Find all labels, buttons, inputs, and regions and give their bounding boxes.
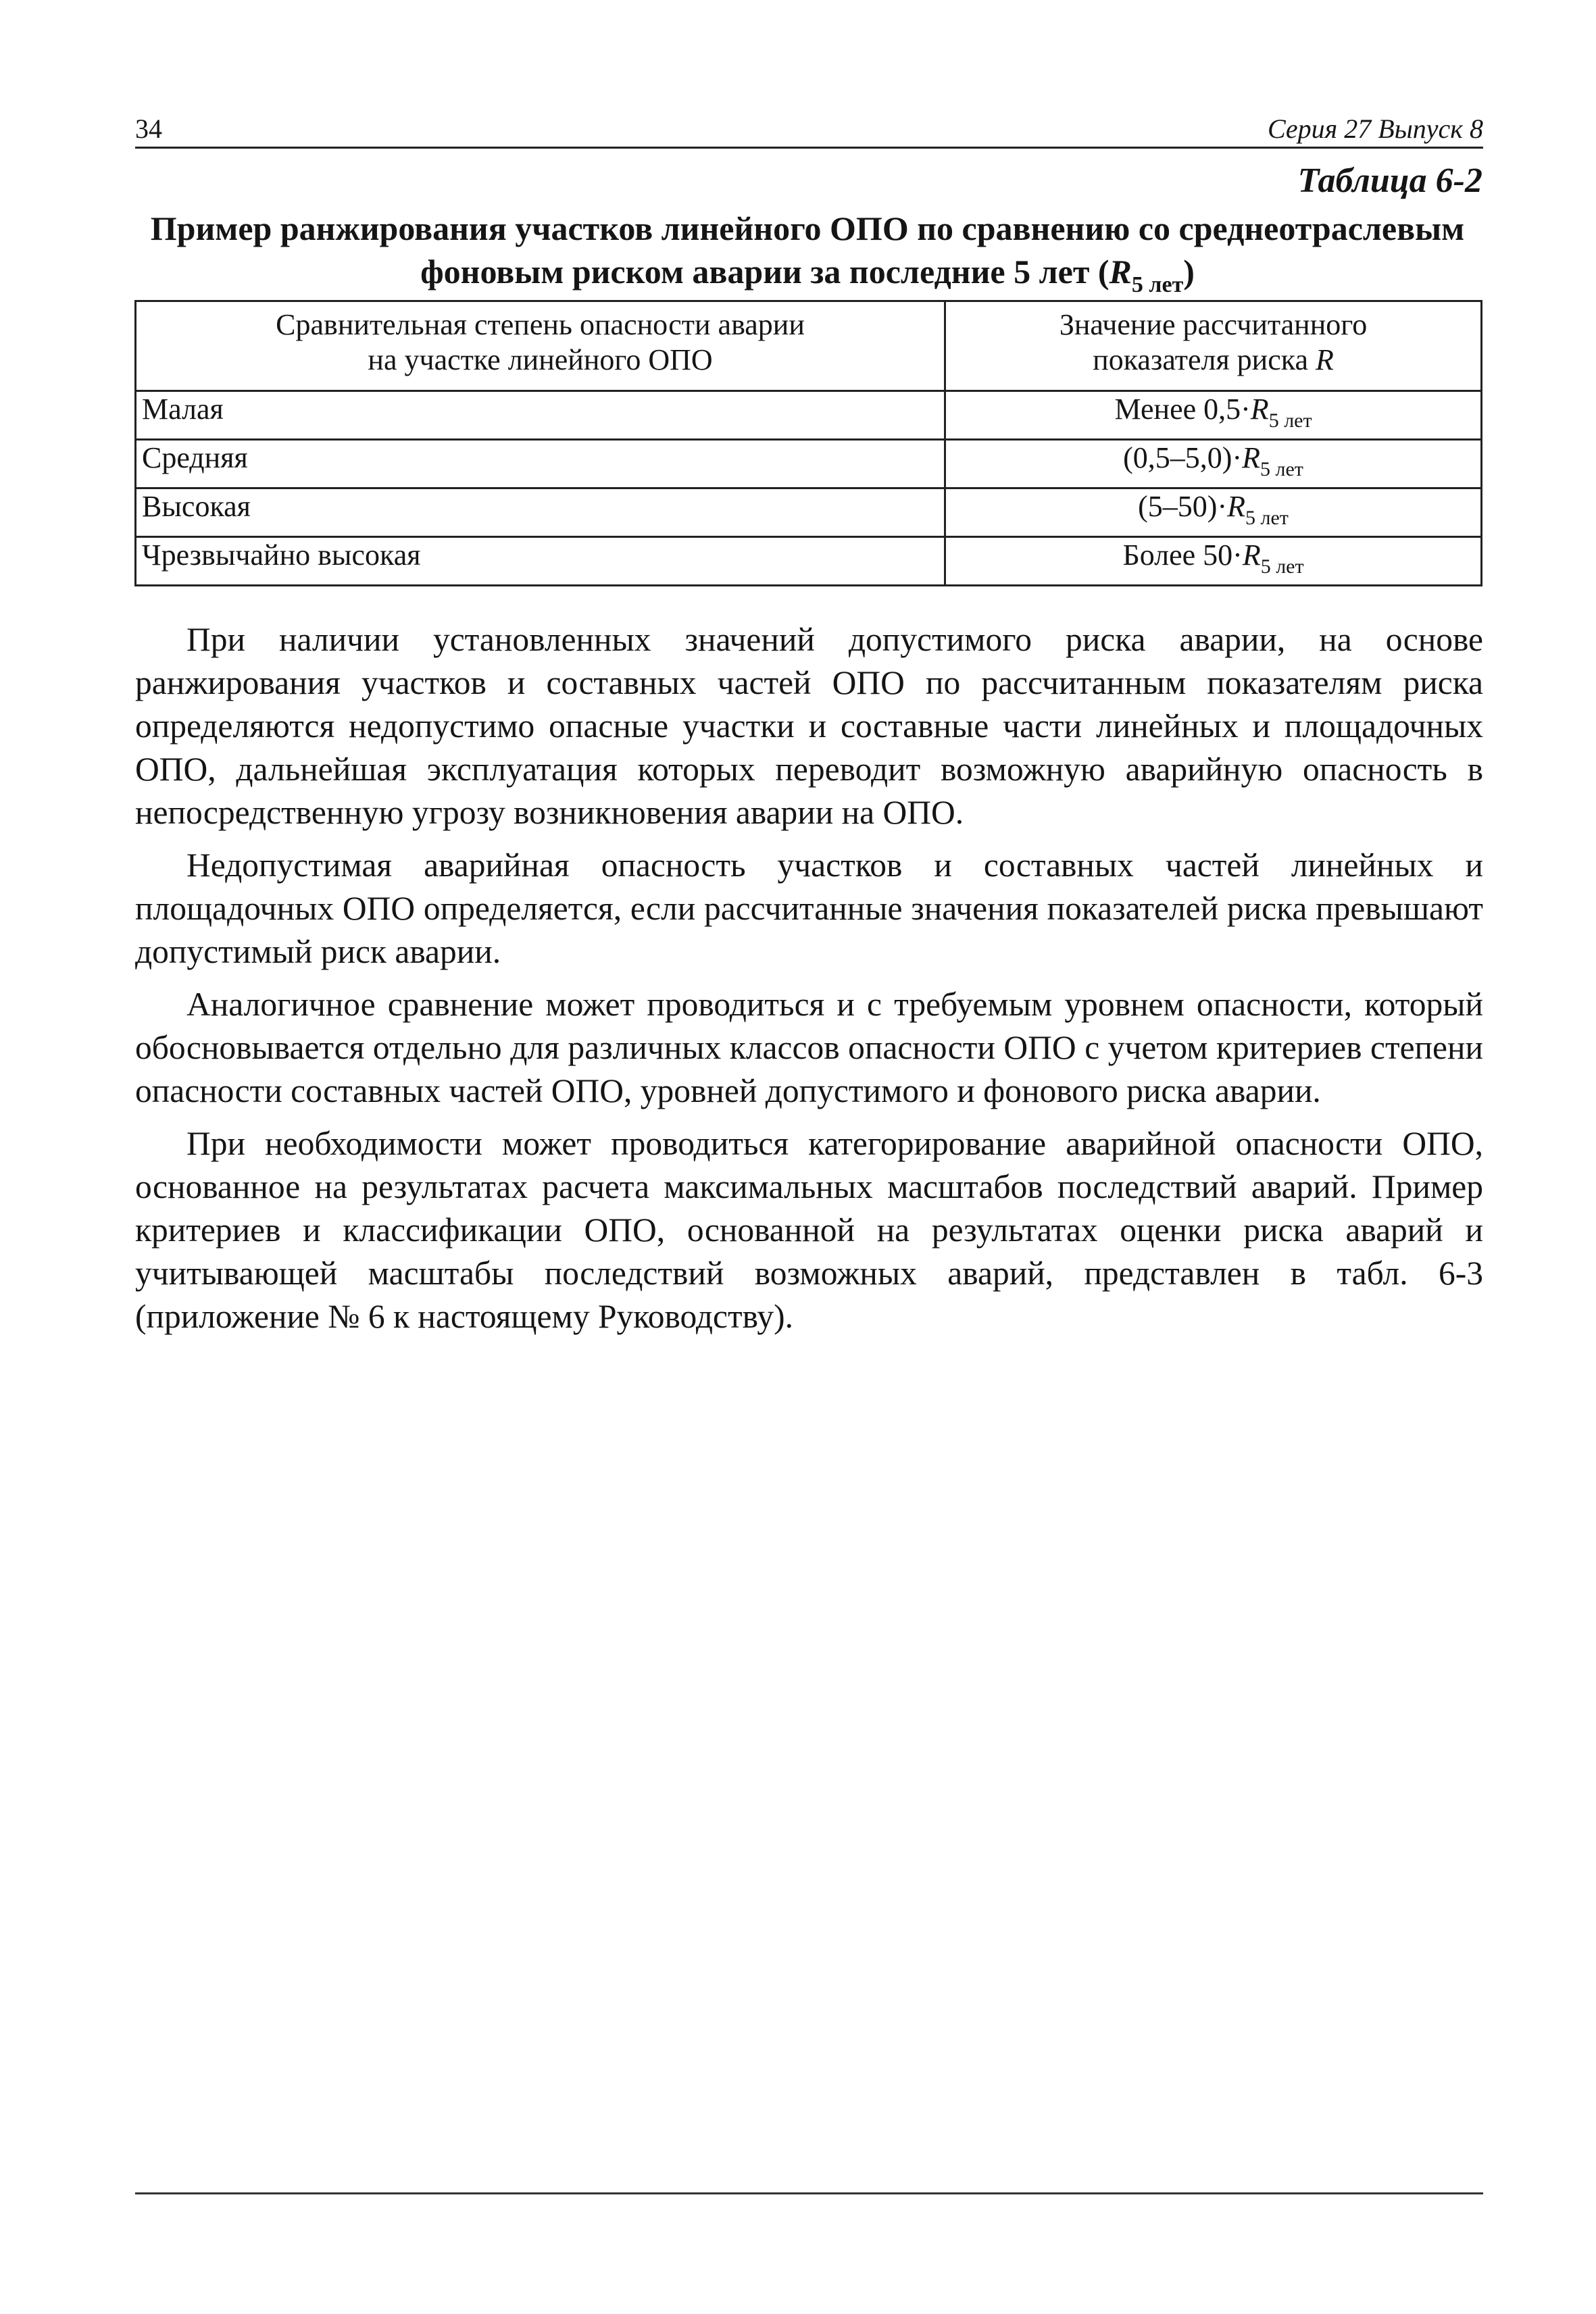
table-row bbox=[136, 391, 1482, 440]
header-danger-degree-line-2: на участке линейного ОПО bbox=[368, 343, 713, 376]
value-prefix: Более 50· bbox=[1122, 538, 1243, 572]
value-risk-symbol: R bbox=[1242, 538, 1261, 572]
caption-line-2 bbox=[135, 250, 1480, 307]
header-risk-value-line-1: Значение рассчитанного bbox=[1059, 308, 1368, 341]
value-subscript: 5 лет bbox=[1260, 458, 1303, 480]
header-risk-symbol: R bbox=[1316, 343, 1334, 376]
cell-degree: Средняя bbox=[136, 440, 945, 488]
page-number: 34 bbox=[135, 114, 162, 144]
caption-risk-subscript: 5 лет bbox=[1131, 272, 1184, 297]
cell-value bbox=[945, 440, 1482, 488]
value-risk-symbol: R bbox=[1227, 490, 1245, 523]
cell-value bbox=[945, 488, 1482, 537]
value-prefix: (0,5–5,0)· bbox=[1123, 441, 1243, 474]
cell-value bbox=[945, 391, 1482, 440]
running-header bbox=[135, 114, 1483, 149]
table-header-row bbox=[136, 301, 1482, 391]
value-prefix: (5–50)· bbox=[1138, 490, 1228, 523]
value-subscript: 5 лет bbox=[1268, 409, 1312, 432]
cell-degree: Малая bbox=[136, 391, 945, 440]
risk-ranking-table bbox=[134, 300, 1482, 586]
header-risk-value-line-2-text: показателя риска bbox=[1093, 343, 1316, 376]
cell-degree: Высокая bbox=[136, 488, 945, 537]
body-text bbox=[135, 618, 1483, 1348]
header-risk-value-line-2 bbox=[951, 343, 1475, 378]
body-paragraph: При наличии установленных значений допустимого риска аварии, на основе ранжирования участков и составных частей ОПО по рассчитанным показателям риска определяются недопустимо опасные участки и составные части линейных и площадочных ОПО, дальнейшая эксплуатация которых переводит возможную аварийную опасность в непосредственную угрозу возникновения аварии на ОПО. bbox=[135, 621, 1483, 831]
table-caption bbox=[135, 207, 1480, 307]
running-title: Серия 27 Выпуск 8 bbox=[1267, 114, 1483, 144]
caption-line-1: Пример ранжирования участков линейного ОПО по сравнению со среднеотраслевым bbox=[150, 209, 1465, 247]
table-row bbox=[136, 440, 1482, 488]
header-danger-degree bbox=[136, 301, 945, 391]
header-danger-degree-line-1: Сравнительная степень опасности аварии bbox=[276, 308, 805, 341]
caption-close-paren: ) bbox=[1183, 253, 1195, 291]
table-label: Таблица 6-2 bbox=[1297, 161, 1482, 200]
body-paragraph: Аналогичное сравнение может проводиться и с требуемым уровнем опасности, который обосновывается отдельно для различных классов опасности ОПО с учетом критериев степени опасности составных частей ОПО, уровней допустимого и фонового риска аварии. bbox=[135, 986, 1483, 1109]
header-rule bbox=[135, 147, 1483, 149]
caption-line-2-text: фоновым риском аварии за последние 5 лет ( bbox=[420, 253, 1109, 291]
value-subscript: 5 лет bbox=[1245, 507, 1289, 529]
header-risk-value bbox=[945, 301, 1482, 391]
value-risk-symbol: R bbox=[1242, 441, 1260, 474]
table-row bbox=[136, 488, 1482, 537]
value-prefix: Менее 0,5· bbox=[1114, 393, 1251, 426]
body-paragraph: При необходимости может проводиться категорирование аварийной опасности ОПО, основанное на результатах расчета максимальных масштабов последствий аварий. Пример критериев и классификации ОПО, основанной на результатах оценки риска аварий и учитывающей масштабы последствий возможных аварий, представлен в табл. 6-3 (приложение № 6 к настоящему Руководству). bbox=[135, 1125, 1483, 1335]
cell-degree: Чрезвычайно высокая bbox=[136, 537, 945, 586]
body-paragraph: Недопустимая аварийная опасность участков и составных частей линейных и площадочных ОПО определяется, если рассчитанные значения показателей риска превышают допустимый риск аварии. bbox=[135, 847, 1483, 970]
cell-value bbox=[945, 537, 1482, 586]
value-risk-symbol: R bbox=[1250, 393, 1269, 426]
table-row bbox=[136, 537, 1482, 586]
caption-risk-symbol: R bbox=[1109, 253, 1132, 291]
value-subscript: 5 лет bbox=[1260, 555, 1304, 578]
footer-rule bbox=[135, 2192, 1483, 2194]
